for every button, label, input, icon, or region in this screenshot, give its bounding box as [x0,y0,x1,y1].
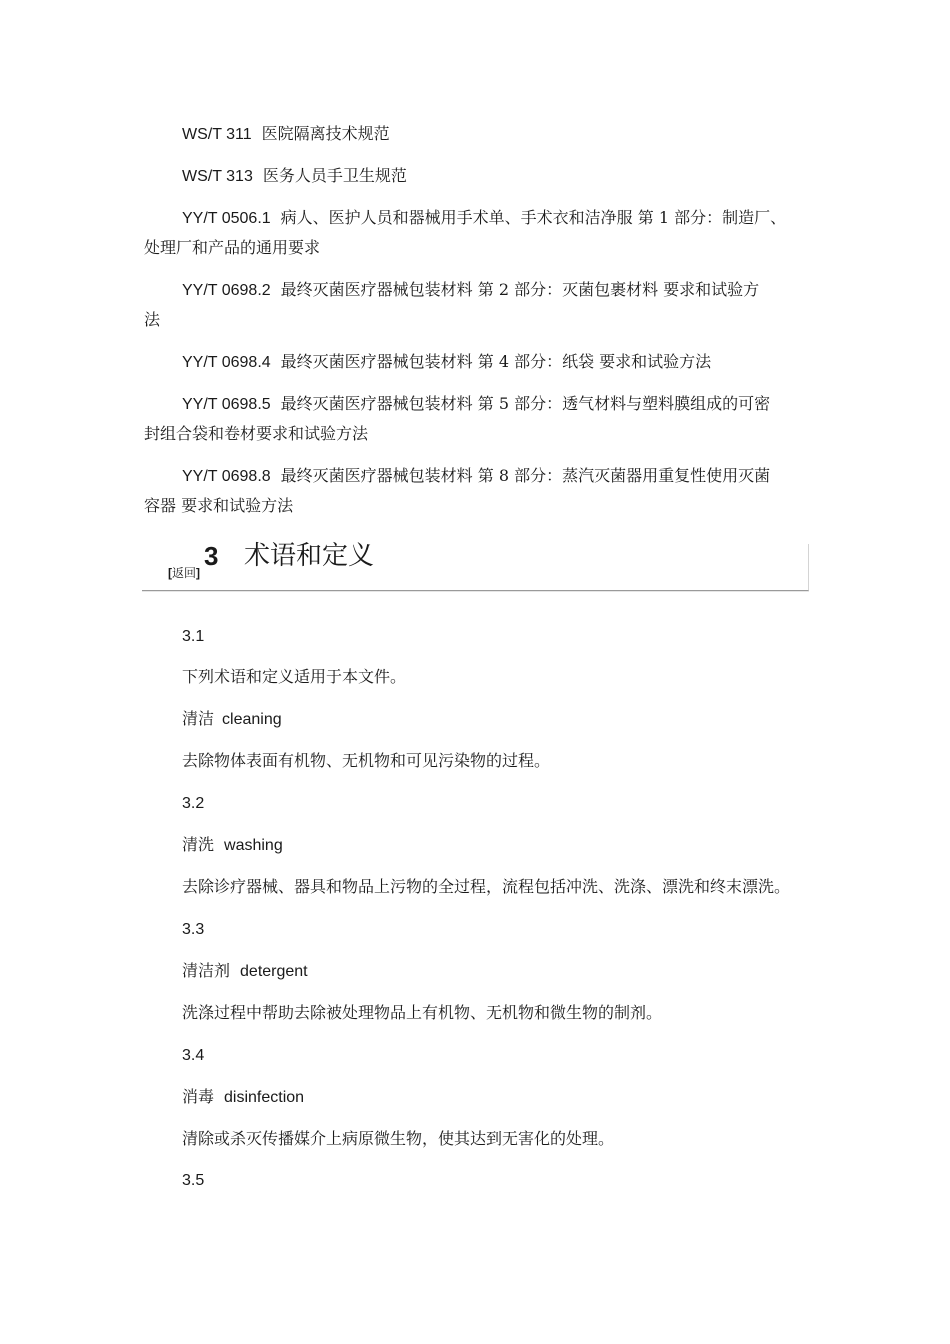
ref-item [182,124,390,145]
term-en: detergent [240,963,308,980]
term-definition: 去除物体表面有机物、无机物和可见污染物的过程。 [182,751,551,770]
term-number: 3.2 [182,795,205,812]
ref-code: YY/T 0506.1 [182,210,271,227]
ref-title: 医务人员手卫生规范 [262,166,407,185]
ref-title-continued: 处理厂和产品的通用要求 [144,238,321,257]
ref-title-continued: 法 [144,310,161,329]
ref-code: YY/T 0698.4 [182,354,271,371]
section-number: 3 [204,541,219,571]
term-number: 3.1 [182,628,205,645]
ref-title: 最终灭菌医疗器械包装材料 第 2 部分：灭菌包裹材料 要求和试验方 [280,280,760,299]
term-name [182,709,282,730]
ref-code: YY/T 0698.2 [182,282,271,299]
term-definition: 洗涤过程中帮助去除被处理物品上有机物、无机物和微生物的制剂。 [182,1003,663,1022]
term-name [182,835,283,856]
ref-code: YY/T 0698.8 [182,468,271,485]
ref-title-continued: 容器 要求和试验方法 [144,496,294,515]
term-name [182,961,308,982]
term-zh: 清洁 [182,709,215,728]
ref-item [182,280,759,301]
term-number: 3.3 [182,921,205,938]
term-number: 3.5 [182,1172,205,1189]
term-en: disinfection [224,1089,305,1106]
term-definition: 清除或杀灭传播媒介上病原微生物，使其达到无害化的处理。 [182,1129,615,1148]
ref-item [182,394,770,415]
term-number: 3.4 [182,1047,205,1064]
ref-item [182,466,770,487]
term-zh: 消毒 [182,1087,215,1106]
section-heading [142,541,809,591]
ref-title: 最终灭菌医疗器械包装材料 第 5 部分：透气材料与塑料膜组成的可密 [280,394,771,413]
ref-title: 最终灭菌医疗器械包装材料 第 8 部分：蒸汽灭菌器用重复性使用灭菌 [280,466,771,485]
term-en: washing [224,837,283,854]
ref-title: 医院隔离技术规范 [261,124,390,143]
ref-code: WS/T 311 [182,126,252,143]
term-en: cleaning [222,711,282,728]
ref-code: WS/T 313 [182,168,253,185]
ref-title: 病人、医护人员和器械用手术单、手术衣和洁净服 第 1 部分：制造厂、 [280,208,787,227]
term-zh: 清洁剂 [182,961,231,980]
term-intro: 下列术语和定义适用于本文件。 [182,667,407,686]
ref-title: 最终灭菌医疗器械包装材料 第 4 部分：纸袋 要求和试验方法 [280,352,712,371]
back-link[interactable]: [返回] [168,566,201,580]
ref-item [182,352,711,373]
ref-item [182,166,407,187]
ref-title-continued: 封组合袋和卷材要求和试验方法 [144,424,369,443]
term-name [182,1087,304,1108]
term-definition: 去除诊疗器械、器具和物品上污物的全过程，流程包括冲洗、洗涤、漂洗和终末漂洗。 [182,877,791,896]
ref-item [182,208,786,229]
term-zh: 清洗 [182,835,215,854]
section-title: 术语和定义 [244,541,375,571]
ref-code: YY/T 0698.5 [182,396,271,413]
